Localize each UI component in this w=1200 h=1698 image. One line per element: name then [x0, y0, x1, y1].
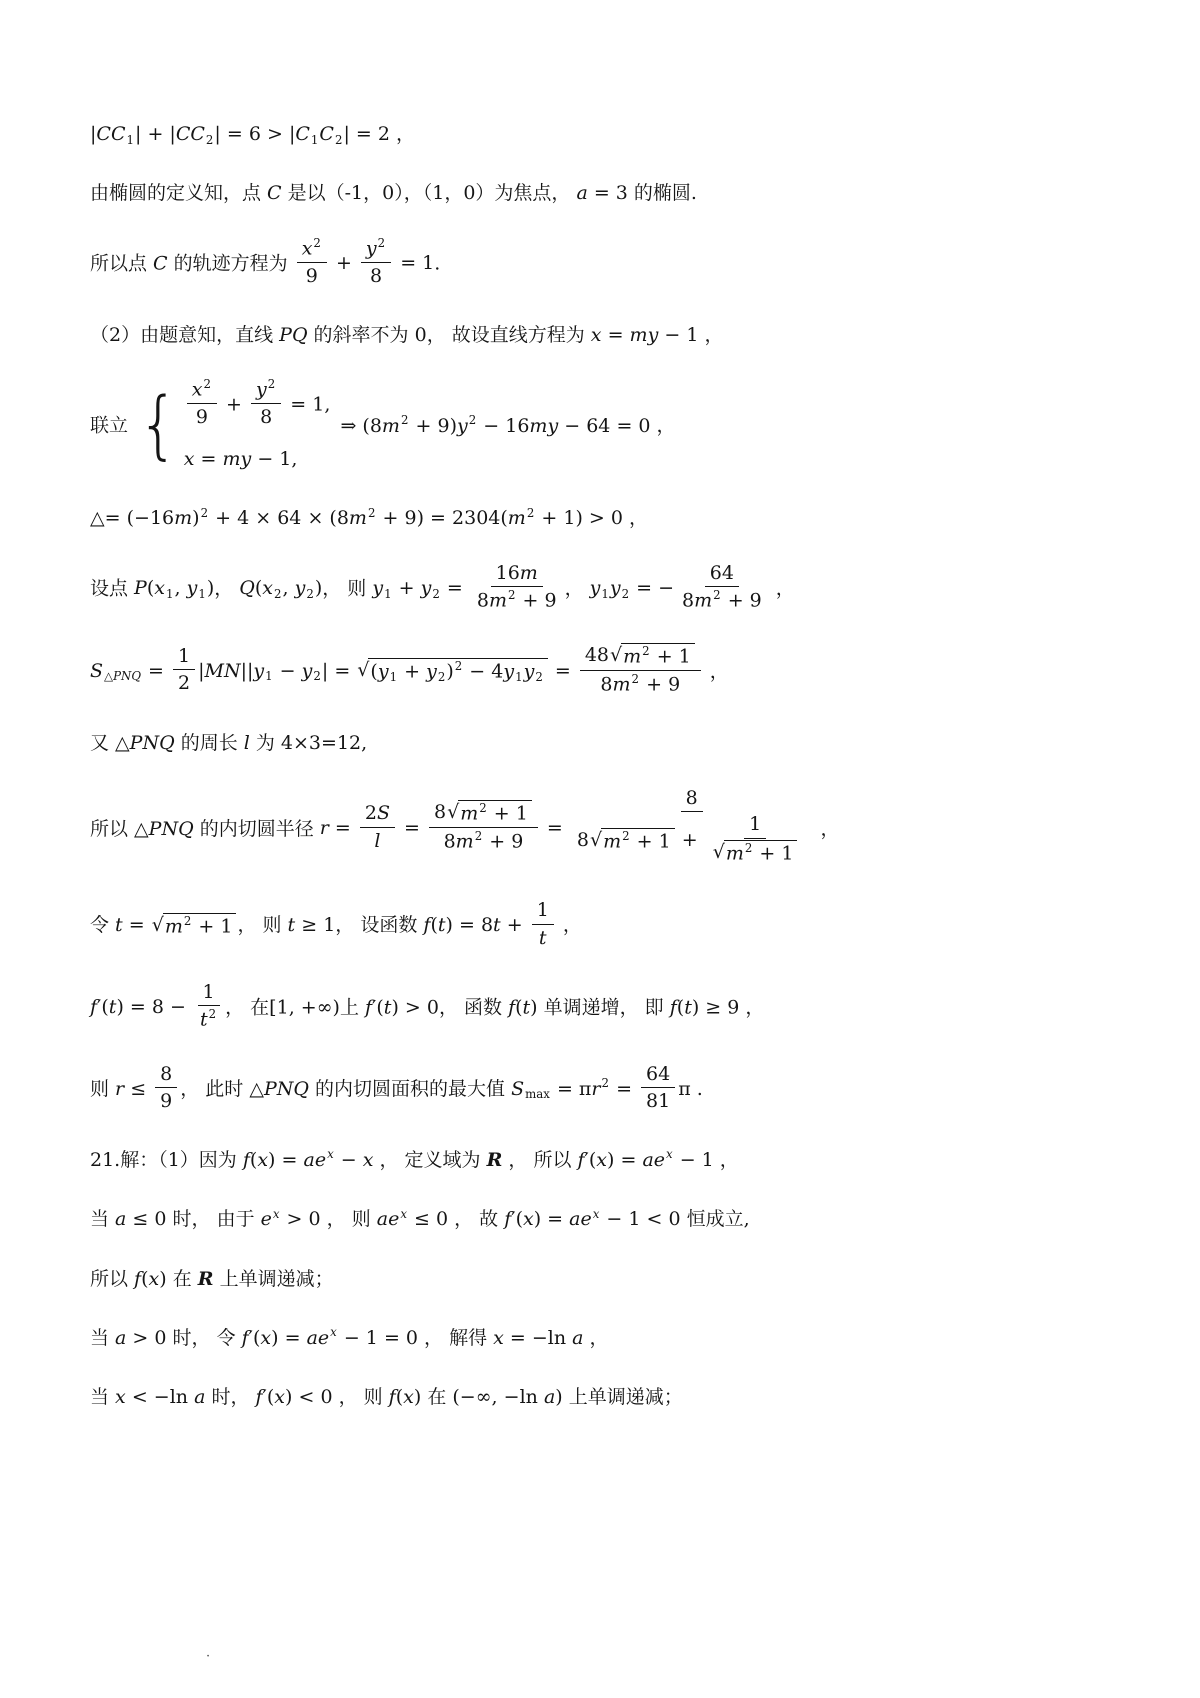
text-run: 的内切圆半径	[193, 817, 320, 840]
math-expression: |CC1| + |CC2| = 6 > |C1C2| = 2	[90, 123, 390, 147]
math-expression: $f'(x) = ae^x - 1$	[577, 1147, 714, 1172]
text-run: 时， 令	[166, 1326, 242, 1349]
solution-paragraph-9	[90, 727, 1130, 759]
text-run: ， 所以	[502, 1149, 578, 1172]
text-run: 当	[90, 1326, 116, 1349]
text-run: ， 则	[320, 1208, 377, 1231]
text-run: ， 在	[225, 996, 270, 1019]
text-run: .	[434, 252, 441, 275]
math-expression: [1, +∞)	[269, 996, 340, 1019]
solution-paragraph-11	[90, 899, 1130, 953]
solution-paragraph-12	[90, 981, 1130, 1036]
math-expression: f(t) ≥ 9	[669, 996, 740, 1019]
math-expression: $e^x > 0$	[260, 1206, 321, 1231]
text-run: 为 4×3=12,	[249, 732, 368, 755]
text-run: 21.解：（1）因为	[90, 1149, 243, 1172]
text-run: 是以（-1，0），（1，0）为焦点，	[281, 182, 577, 205]
text-run: 当	[90, 1208, 116, 1231]
solution-paragraph-2	[90, 177, 1130, 209]
math-expression: △= $(-16m)^2 + 4 \times 64 \times (8m^2 + 9) = 2304(m^2 + 1) > 0$	[90, 505, 623, 530]
text-run: 设点	[90, 577, 135, 600]
text-run: 所以	[90, 1267, 135, 1290]
solution-paragraph-4	[90, 319, 1130, 351]
solution-paragraph-16	[90, 1263, 1130, 1295]
math-expression: f′(t) > 0	[365, 996, 439, 1019]
math-expression: t ≥ 1	[287, 914, 336, 937]
text-run: ，	[622, 507, 649, 530]
solution-paragraph-15	[90, 1203, 1130, 1235]
math-expression: △PNQ	[134, 817, 194, 840]
text-run: 单调递增， 即	[537, 996, 670, 1019]
text-run: 上	[339, 996, 365, 1019]
math-expression: $f(x) = ae^x - x$	[242, 1147, 374, 1172]
text-run: ，	[703, 659, 729, 682]
text-run: ，	[698, 323, 724, 346]
math-expression: t = √ $m^2 + 1$	[115, 914, 237, 936]
text-run: ， 设函数	[335, 914, 424, 937]
text-run: ， 解得	[418, 1326, 494, 1349]
solution-paragraph-8	[90, 644, 1130, 701]
text-run: ，	[214, 577, 240, 600]
math-expression: a = 3	[576, 182, 628, 205]
text-run: 上单调递减；	[213, 1267, 334, 1290]
text-run: 的周长	[174, 732, 244, 755]
math-expression: f′(x) < 0	[255, 1386, 333, 1409]
text-run: ， 此时	[180, 1077, 250, 1100]
text-run: ，	[650, 414, 676, 437]
text-run: ，	[713, 1149, 739, 1172]
solution-paragraph-10	[90, 787, 1130, 873]
text-run: 又	[90, 732, 116, 755]
math-expression: R	[197, 1267, 214, 1290]
text-run: 由椭圆的定义知，点	[90, 182, 268, 205]
text-run: 恒成立,	[680, 1208, 750, 1231]
solution-paragraph-17	[90, 1322, 1130, 1354]
text-run: 则	[90, 1077, 116, 1100]
math-expression: S△PNQ = $\frac{1}{2}$ |MN||y1 − y2| = √ $(y1 + y2)^2 - 4y1y2$ = 48 √ $m^2 + 1$ $8m^2 + 9$	[90, 660, 704, 682]
math-expression: △PNQ	[249, 1077, 309, 1100]
text-run: ，	[564, 577, 590, 600]
math-expression: f(x)	[388, 1386, 422, 1409]
text-run: 时，	[205, 1386, 256, 1409]
solution-paragraph-7	[90, 562, 1130, 617]
math-expression: $f'(x) = ae^x - 1 < 0$	[504, 1206, 681, 1231]
text-run: 所以	[90, 817, 135, 840]
math-expression: $\frac{x^2}{9}$ + $\frac{y^2}{8}$ = 1	[294, 252, 435, 274]
math-expression: f(t)	[508, 996, 538, 1019]
math-expression: 0	[414, 323, 427, 346]
page-artifact-dot: ·	[206, 1649, 211, 1664]
math-expression: x < −ln a	[115, 1386, 206, 1409]
math-expression: f(t) = 8t + $\frac{1}{t}$	[423, 914, 556, 936]
text-run: 时， 由于	[166, 1208, 261, 1231]
solution-paragraph-13	[90, 1063, 1130, 1117]
math-expression: (−∞, −ln a)	[452, 1386, 563, 1409]
text-run: ， 则	[322, 577, 373, 600]
math-expression: a > 0	[115, 1326, 167, 1349]
text-run: ，	[389, 123, 416, 145]
text-run: ， 则	[237, 914, 288, 937]
math-expression: y1 + y2 = $\frac{16m}{8m^2 + 9}$	[372, 561, 557, 612]
text-run: ， 定义域为	[373, 1149, 487, 1172]
text-run: ，	[814, 817, 840, 840]
text-run: 联立	[90, 414, 135, 437]
math-expression: f′(t) = 8 − $\frac{1}{t^2}$	[90, 996, 225, 1018]
text-run: ，	[769, 577, 795, 600]
text-run: 的内切圆面积的最大值	[308, 1077, 512, 1100]
text-run: 在	[421, 1386, 453, 1409]
text-run: .	[690, 1077, 703, 1100]
math-expression: △PNQ	[115, 732, 175, 755]
text-run: 的斜率不为	[307, 323, 415, 346]
math-expression: y1y2 = − $\frac{64}{8m^2 + 9}$	[589, 561, 762, 612]
math-expression: C	[153, 252, 168, 275]
math-expression: f(x)	[134, 1267, 167, 1290]
math-expression: r = $\frac{2S}{l}$ = 8 √ $m^2 + 1$ $8m^2 + 9$ = 8 8 √ $m^2 + 1$ + 1 √ $m^2 + 1$	[320, 817, 815, 839]
math-expression: R	[486, 1149, 503, 1172]
math-expression: C	[267, 182, 282, 205]
text-run: ， 函数	[438, 996, 509, 1019]
math-expression: $ae^x \le 0$	[376, 1206, 449, 1231]
solution-paragraph-3	[90, 237, 1130, 292]
math-expression: $Smax = \pi r^2$ = $\frac{64}{81}$ π	[511, 1062, 691, 1113]
text-run: ，	[556, 914, 582, 937]
math-expression: PQ	[279, 323, 308, 346]
text-run: 令	[90, 914, 116, 937]
solution-paragraph-18	[90, 1381, 1130, 1413]
math-expression: Q(x2, y2)	[239, 577, 323, 601]
text-run: 所以点	[90, 252, 154, 275]
solution-paragraph-14	[90, 1144, 1130, 1176]
solution-paragraph-1	[90, 118, 1130, 150]
math-expression: { $\frac{x^2}{9}$ + $\frac{y^2}{8}$ = 1, x = my − 1, ⇒ $(8m^2 + 9)y^2 - 16my - 64 = 0$	[138, 376, 651, 470]
text-run: ， 则	[332, 1386, 389, 1409]
solution-paragraph-5	[90, 378, 1130, 475]
text-run: ， 故	[448, 1208, 505, 1231]
math-expression: $f'(x) = ae^x - 1 = 0$	[241, 1325, 418, 1349]
math-expression: a ≤ 0	[115, 1208, 167, 1231]
text-run: 的椭圆.	[627, 182, 697, 205]
text-run: 在	[166, 1267, 198, 1290]
text-run: ， 故设直线方程为	[426, 323, 591, 346]
solution-content	[90, 118, 1130, 1441]
text-run: （2）由题意知，直线	[90, 323, 280, 346]
text-run: 的轨迹方程为	[167, 252, 294, 275]
text-run: ，	[739, 996, 765, 1019]
math-expression: x = my − 1	[590, 323, 699, 346]
math-expression: l	[243, 732, 250, 755]
math-expression: P(x1, y1)	[134, 577, 215, 601]
text-run: 上单调递减；	[562, 1386, 683, 1409]
math-expression: x = −ln a	[493, 1326, 584, 1349]
math-expression: r ≤ $\frac{8}{9}$	[115, 1078, 180, 1100]
text-run: ，	[583, 1326, 609, 1349]
solution-paragraph-6	[90, 502, 1130, 534]
text-run: 当	[90, 1386, 116, 1409]
